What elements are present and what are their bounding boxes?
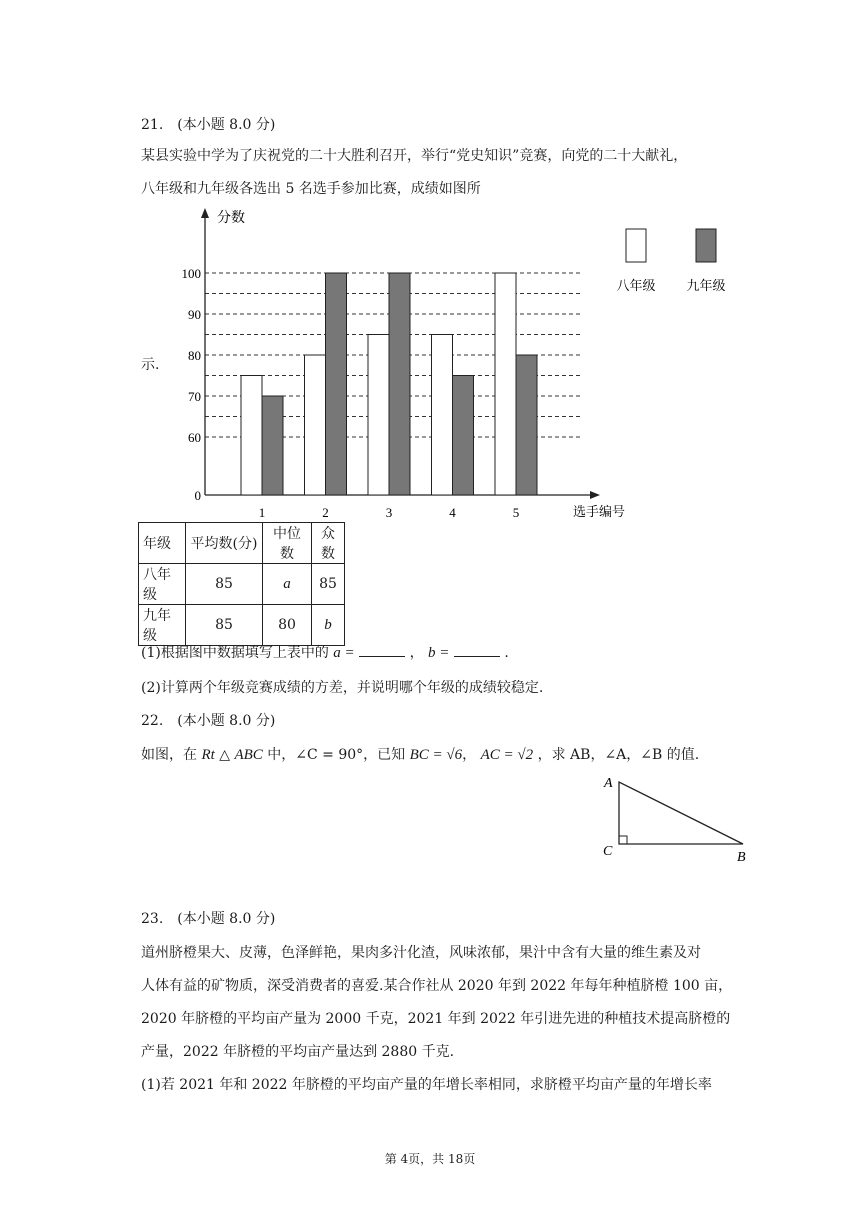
table-cell: 85 xyxy=(186,605,263,646)
bar-grade9 xyxy=(326,273,347,495)
table-cell: 九年级 xyxy=(139,605,186,646)
q23-line4: 产量，2022 年脐橙的平均亩产量达到 2880 千克. xyxy=(141,1044,455,1060)
bar-grade8 xyxy=(241,376,262,496)
x-tick-label: 5 xyxy=(512,505,520,520)
q22-text-end: ，求 AB，∠A，∠B 的值. xyxy=(537,747,700,763)
table-header-grade: 年级 xyxy=(139,523,186,564)
table-cell: 80 xyxy=(263,605,312,646)
q21-part1 xyxy=(141,642,509,662)
q22-bc: BC = √6 xyxy=(409,747,463,763)
y-tick-label: 0 xyxy=(194,488,201,503)
table-cell: 85 xyxy=(186,564,263,605)
y-tick-label: 70 xyxy=(188,389,201,404)
q22-ac: AC = √2 xyxy=(480,747,534,763)
table-header-mean: 平均数(分) xyxy=(186,523,263,564)
score-table xyxy=(138,522,345,646)
bar-grade8 xyxy=(305,355,326,495)
q23-line2: 人体有益的矿物质，深受消费者的喜爱.某合作社从 2020 年到 2022 年每年种植脐橙 100 亩， xyxy=(141,978,733,994)
q22-rt: Rt xyxy=(201,747,215,763)
x-tick-label: 3 xyxy=(385,505,393,520)
q22-text: 如图，在 Rt △ ABC 中，∠C = 90°，已知 BC = √6， AC = √2 ，求 AB，∠A，∠B 的值. xyxy=(141,747,700,763)
table-cell: 85 xyxy=(312,564,345,605)
y-tick-label: 80 xyxy=(188,348,201,363)
triangle-symbol-icon: △ xyxy=(219,747,231,763)
vertex-label-b: B xyxy=(737,850,746,865)
y-tick-label: 100 xyxy=(181,266,201,281)
bar-grade9 xyxy=(453,376,474,496)
q23-header: 23. (本小题 8.0 分) xyxy=(141,911,276,927)
vertex-label-c: C xyxy=(603,844,613,859)
q21-part1-sep: ， xyxy=(409,645,424,661)
bar-grade8 xyxy=(368,335,389,496)
vertex-label-a: A xyxy=(604,776,613,791)
q21-line1: 某县实验中学为了庆祝党的二十大胜利召开，举行“党史知识”竞赛，向党的二十大献礼， xyxy=(141,148,688,164)
q22-abc: ABC xyxy=(234,747,263,763)
table-header-mode: 众数 xyxy=(312,523,345,564)
bar-chart xyxy=(165,200,726,520)
q21-part1-a: a = xyxy=(333,645,355,661)
q21-line3: 示. xyxy=(141,357,160,373)
x-tick-label: 2 xyxy=(322,505,329,520)
table-row xyxy=(139,605,345,646)
page-footer: 第 4页，共 18页 xyxy=(384,1152,476,1166)
y-tick-label: 90 xyxy=(188,307,201,322)
x-tick-label: 1 xyxy=(258,505,266,520)
answer-blank-a[interactable] xyxy=(359,644,405,657)
bar-grade9 xyxy=(389,273,410,495)
bar-grade9 xyxy=(516,355,537,495)
q23-line3: 2020 年脐橙的平均亩产量为 2000 千克，2021 年到 2022 年引进先进的种植技术提高脐橙的 xyxy=(141,1011,731,1027)
q23-line1: 道州脐橙果大、皮薄，色泽鲜艳，果肉多汁化渣，风味浓郁，果汁中含有大量的维生素及对 xyxy=(141,945,701,961)
q22-text-c: 中，∠C = 90°，已知 xyxy=(267,747,406,763)
q22-text-before: 如图，在 xyxy=(141,747,197,763)
q21-part1-prefix: (1)根据图中数据填写上表中的 xyxy=(141,645,329,661)
right-angle-mark xyxy=(619,836,627,844)
bar-grade8 xyxy=(432,335,453,496)
y-axis-label: 分数 xyxy=(217,210,245,226)
table-cell: 八年级 xyxy=(139,564,186,605)
legend-label: 八年级 xyxy=(616,279,656,294)
q23-line5: (1)若 2021 年和 2022 年脐橙的平均亩产量的年增长率相同，求脐橙平均亩产量的年增长率 xyxy=(141,1077,712,1093)
legend-swatch xyxy=(696,229,716,262)
answer-blank-b[interactable] xyxy=(454,644,500,657)
q21-line2: 八年级和九年级各选出 5 名选手参加比赛，成绩如图所 xyxy=(141,181,481,197)
table-header-row xyxy=(139,523,345,564)
x-axis-label: 选手编号 xyxy=(573,505,626,520)
x-tick-label: 4 xyxy=(449,505,456,520)
q22-header: 22. (本小题 8.0 分) xyxy=(141,713,276,729)
bar-grade8 xyxy=(495,273,516,495)
table-header-median: 中位数 xyxy=(263,523,312,564)
q21-part1-end: . xyxy=(504,645,509,661)
q21-header: 21. (本小题 8.0 分) xyxy=(141,117,276,133)
bar-grade9 xyxy=(262,396,283,495)
y-tick-label: 60 xyxy=(188,430,201,445)
table-cell: b xyxy=(312,605,345,646)
legend-swatch xyxy=(626,229,646,262)
legend-label: 九年级 xyxy=(686,279,726,294)
y-axis-arrow-icon xyxy=(201,208,209,218)
x-axis-arrow-icon xyxy=(590,491,600,499)
table-cell: a xyxy=(263,564,312,605)
triangle-shape xyxy=(619,782,743,844)
right-triangle-figure xyxy=(590,775,760,870)
table-row xyxy=(139,564,345,605)
q21-part2: (2)计算两个年级竞赛成绩的方差，并说明哪个年级的成绩较稳定. xyxy=(141,680,544,696)
q21-part1-b: b = xyxy=(428,645,450,661)
